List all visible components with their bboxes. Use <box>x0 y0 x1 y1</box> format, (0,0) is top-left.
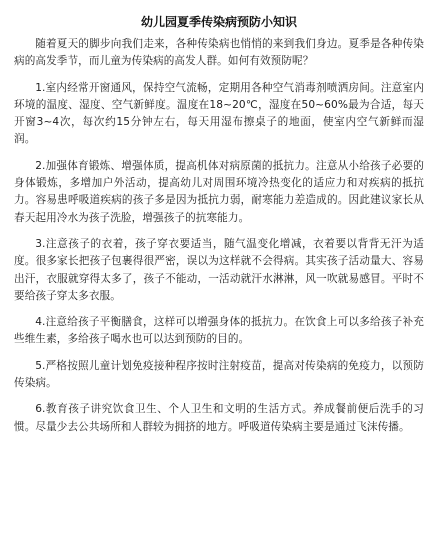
tip-4-paragraph: 4.注意给孩子平衡膳食，这样可以增强身体的抵抗力。在饮食上可以多给孩子补充些维生素，多给孩子喝水也可以达到预防的目的。 <box>14 316 424 346</box>
document-title: 幼儿园夏季传染病预防小知识 <box>140 15 297 29</box>
tip-3-paragraph: 3.注意孩子的衣着，孩子穿衣要适当，随气温变化增减，衣着要以背背无汗为适度。很多家长把孩子包裹得很严密，误以为这样就不会得病。其实孩子活动量大、容易出汗，衣服就穿得太多了，孩子不能动，一活动就汗水淋淋，风一吹就易感冒。平时不要给孩子穿太多衣服。 <box>14 237 424 302</box>
tip-6-paragraph: 6.教育孩子讲究饮食卫生、个人卫生和文明的生活方式。养成餐前便后洗手的习惯。尽量少去公共场所和人群较为拥挤的地方。呼吸道传染病主要是通过飞沫传播。 <box>14 403 424 433</box>
tip-2-paragraph: 2.加强体育锻炼、增强体质，提高机体对病原菌的抵抗力。注意从小给孩子必要的身体锻炼，多增加户外活动，提高幼儿对周围环境冷热变化的适应力和对疾病的抵抗力。容易患呼吸道疾病的孩子多是因为抵抗力弱，耐寒能力差造成的。因此建议家长从春天起用冷水为孩子洗脸，增强孩子的抗寒能力。 <box>14 159 424 224</box>
document <box>14 14 424 445</box>
intro-paragraph: 随着夏天的脚步向我们走来，各种传染病也悄悄的来到我们身边。夏季是各种传染病的高发季节，而儿童为传染病的高发人群。如何有效预防呢？ <box>14 38 424 68</box>
tip-1-paragraph: 1.室内经常开窗通风，保持空气流畅，定期用各种空气消毒剂喷洒房间。注意室内环境的温度、湿度、空气新鲜度。温度在18~20℃，湿度在50~60%最为合适，每天开窗3~4次，每次约15分钟左右，每天用湿布擦桌子的地面，使室内空气新鲜而湿润。 <box>14 81 424 146</box>
tip-5-paragraph: 5.严格按照儿童计划免疫接种程序按时注射疫苗，提高对传染病的免疫力，以预防传染病。 <box>14 359 424 390</box>
